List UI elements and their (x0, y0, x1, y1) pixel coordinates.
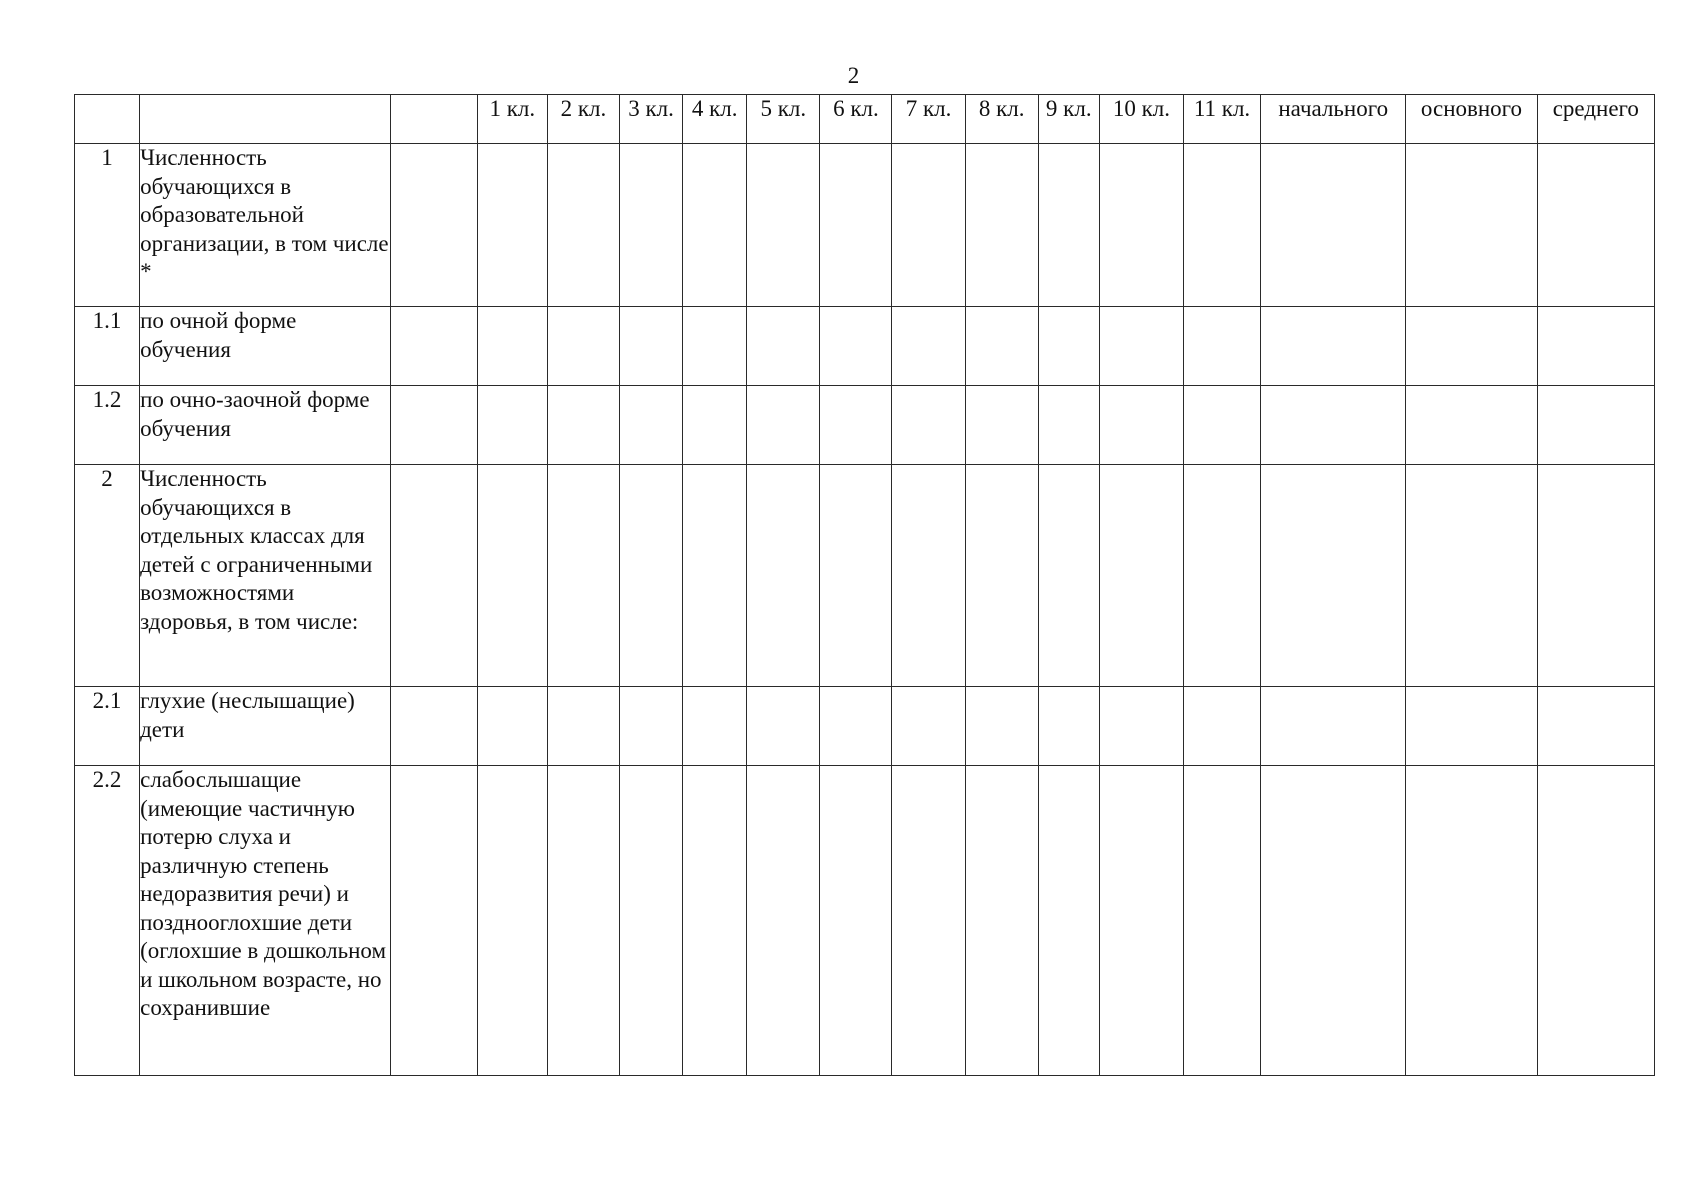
data-cell (1537, 144, 1654, 307)
row-label: Численность обучающихся в отдельных классах для детей с ограниченными возможностями здоровья, в том числе: (140, 465, 390, 687)
data-cell (892, 687, 965, 766)
data-cell (965, 386, 1038, 465)
data-cell (965, 687, 1038, 766)
row-number: 2.2 (75, 766, 140, 1076)
data-cell (1406, 386, 1537, 465)
row-number: 2.1 (75, 687, 140, 766)
data-cell (1406, 465, 1537, 687)
data-cell (390, 386, 477, 465)
data-cell (1099, 465, 1183, 687)
data-cell (892, 465, 965, 687)
data-cell (965, 144, 1038, 307)
row-label: слабослышащие (имеющие частичную потерю слуха и различную степень недоразвития речи) и позднооглохшие дети (оглохшие в дошкольном и школьном возрасте, но сохранившие (140, 766, 390, 1076)
data-cell (1099, 687, 1183, 766)
data-cell (390, 687, 477, 766)
data-cell (619, 465, 682, 687)
data-cell (547, 465, 619, 687)
table-row (75, 144, 1655, 307)
header-cell-grade-1: 1 кл. (477, 95, 547, 144)
data-cell (1406, 687, 1537, 766)
header-cell-indicator (140, 95, 390, 144)
data-cell (820, 386, 892, 465)
data-cell (1261, 307, 1406, 386)
data-cell (892, 307, 965, 386)
data-cell (1099, 766, 1183, 1076)
data-cell (747, 687, 820, 766)
data-cell (1183, 766, 1260, 1076)
data-cell (390, 766, 477, 1076)
header-cell-grade-10: 10 кл. (1099, 95, 1183, 144)
data-cell (892, 766, 965, 1076)
data-cell (477, 386, 547, 465)
data-cell (747, 386, 820, 465)
row-label: по очно-заочной форме обучения (140, 386, 390, 465)
data-cell (820, 307, 892, 386)
data-cell (1183, 144, 1260, 307)
data-cell (1537, 766, 1654, 1076)
data-cell (1038, 465, 1099, 687)
data-cell (1038, 766, 1099, 1076)
data-cell (477, 766, 547, 1076)
data-cell (965, 307, 1038, 386)
data-cell (547, 307, 619, 386)
data-cell (965, 766, 1038, 1076)
data-cell (1406, 144, 1537, 307)
data-cell (1261, 766, 1406, 1076)
data-cell (619, 307, 682, 386)
data-cell (1261, 144, 1406, 307)
data-cell (820, 687, 892, 766)
data-cell (619, 386, 682, 465)
header-cell-basic-level: основного (1406, 95, 1537, 144)
data-cell (747, 766, 820, 1076)
table-row (75, 687, 1655, 766)
data-cell (747, 144, 820, 307)
data-cell (477, 465, 547, 687)
header-cell-primary-level: начального (1261, 95, 1406, 144)
data-cell (619, 687, 682, 766)
header-cell-grade-5: 5 кл. (747, 95, 820, 144)
data-cell (1406, 307, 1537, 386)
header-cell-blank (390, 95, 477, 144)
data-cell (683, 307, 747, 386)
row-number: 2 (75, 465, 140, 687)
header-cell-number (75, 95, 140, 144)
data-cell (683, 144, 747, 307)
data-cell (820, 766, 892, 1076)
data-cell (1537, 465, 1654, 687)
header-cell-grade-9: 9 кл. (1038, 95, 1099, 144)
header-cell-secondary-level: среднего (1537, 95, 1654, 144)
data-cell (547, 144, 619, 307)
data-cell (683, 386, 747, 465)
data-cell (1183, 687, 1260, 766)
data-cell (619, 144, 682, 307)
data-cell (683, 687, 747, 766)
row-number: 1.2 (75, 386, 140, 465)
data-cell (619, 766, 682, 1076)
data-cell (390, 144, 477, 307)
data-cell (1537, 307, 1654, 386)
data-cell (1183, 307, 1260, 386)
data-cell (1261, 687, 1406, 766)
header-cell-grade-4: 4 кл. (683, 95, 747, 144)
data-cell (1038, 144, 1099, 307)
data-cell (820, 465, 892, 687)
data-cell (1038, 386, 1099, 465)
data-cell (1038, 687, 1099, 766)
data-cell (1183, 465, 1260, 687)
header-cell-grade-11: 11 кл. (1183, 95, 1260, 144)
table-row (75, 766, 1655, 1076)
row-label: по очной форме обучения (140, 307, 390, 386)
data-cell (1183, 386, 1260, 465)
header-cell-grade-7: 7 кл. (892, 95, 965, 144)
row-number: 1 (75, 144, 140, 307)
data-cell (477, 144, 547, 307)
table-header-row (75, 95, 1655, 144)
data-cell (747, 465, 820, 687)
table-row (75, 465, 1655, 687)
data-cell (1537, 386, 1654, 465)
statistics-form-table (74, 94, 1655, 1076)
data-cell (1537, 687, 1654, 766)
data-cell (965, 465, 1038, 687)
header-cell-grade-3: 3 кл. (619, 95, 682, 144)
data-cell (477, 307, 547, 386)
data-cell (747, 307, 820, 386)
data-cell (892, 144, 965, 307)
data-cell (683, 465, 747, 687)
row-label: глухие (неслышащие) дети (140, 687, 390, 766)
data-cell (1406, 766, 1537, 1076)
row-number: 1.1 (75, 307, 140, 386)
data-cell (547, 386, 619, 465)
data-cell (390, 465, 477, 687)
data-cell (820, 144, 892, 307)
data-cell (547, 766, 619, 1076)
table-row (75, 386, 1655, 465)
header-cell-grade-6: 6 кл. (820, 95, 892, 144)
header-cell-grade-2: 2 кл. (547, 95, 619, 144)
data-cell (1099, 386, 1183, 465)
data-cell (892, 386, 965, 465)
data-cell (1099, 144, 1183, 307)
row-label: Численность обучающихся в образовательной организации, в том числе * (140, 144, 390, 307)
data-cell (1261, 386, 1406, 465)
data-cell (1099, 307, 1183, 386)
table-row (75, 307, 1655, 386)
data-cell (477, 687, 547, 766)
data-cell (683, 766, 747, 1076)
data-cell (390, 307, 477, 386)
header-cell-grade-8: 8 кл. (965, 95, 1038, 144)
data-cell (1038, 307, 1099, 386)
data-cell (1261, 465, 1406, 687)
page-number: 2 (847, 63, 860, 88)
data-cell (547, 687, 619, 766)
